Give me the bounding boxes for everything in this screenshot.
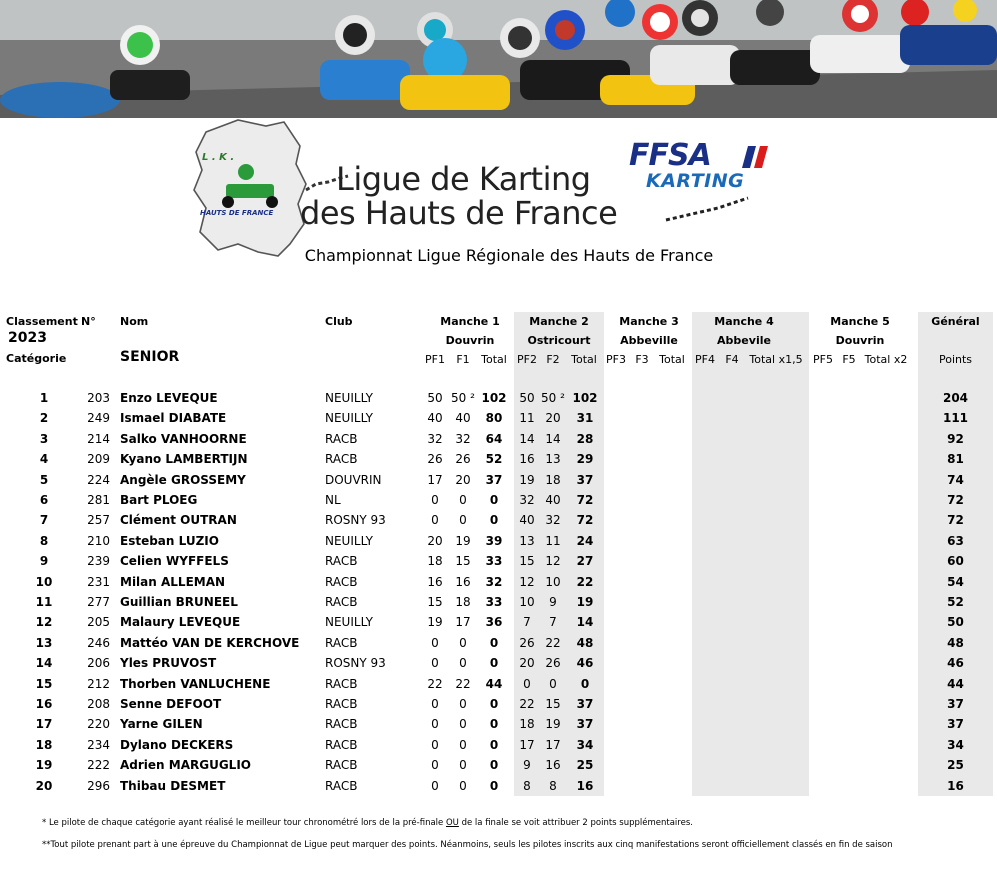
cell-t2: 27: [576, 554, 594, 569]
cell-num: 277: [87, 595, 110, 609]
cell-name: Thorben VANLUCHENE: [120, 676, 271, 691]
header-general: Général: [931, 315, 980, 328]
cell-pf1: 32: [427, 431, 443, 446]
kart-race-illustration: [0, 0, 997, 118]
manche-5-title: Manche 5: [830, 315, 890, 328]
cell-num: 205: [87, 615, 110, 630]
cell-rank: 1: [39, 391, 49, 405]
cell-points: 48: [947, 635, 964, 650]
footnotes: [42, 817, 912, 861]
ffsa-logo-text: FFSA: [629, 138, 711, 173]
cell-f1: 0: [459, 778, 467, 793]
cell-pf1: 0: [431, 778, 439, 793]
cell-name: Angèle GROSSEMY: [120, 472, 246, 487]
cell-club: RACB: [325, 431, 358, 446]
cell-num: 203: [87, 391, 110, 405]
cell-f1: 50 ²: [451, 391, 475, 405]
cell-pf1: 15: [427, 595, 443, 609]
cell-points: 54: [947, 574, 964, 589]
cell-name: Mattéo VAN DE KERCHOVE: [120, 635, 300, 650]
manche-2-title: Manche 2: [529, 315, 589, 328]
footnote-2: **Tout pilote prenant part à une épreuve du Championnat de Ligue peut marquer des points. Néanmoins, seuls les pilotes inscrits aux cinq manifestations seront officiellement classés en fin de saison: [42, 840, 893, 850]
cell-t2: 72: [576, 513, 594, 528]
cell-pf1: 26: [427, 452, 443, 467]
cell-points: 37: [947, 717, 964, 732]
cell-f1: 0: [459, 737, 467, 752]
cell-rank: 19: [35, 758, 53, 773]
cell-t2: 29: [576, 452, 594, 467]
cell-pf1: 0: [431, 493, 439, 507]
cell-num: 214: [87, 431, 110, 446]
cell-rank: 16: [35, 697, 53, 711]
cell-f2: 15: [545, 697, 561, 711]
cell-name: Kyano LAMBERTIJN: [120, 452, 248, 467]
cell-club: RACB: [325, 574, 358, 589]
cell-f2: 22: [545, 635, 561, 650]
manche-2-place: Ostricourt: [527, 334, 591, 347]
cell-f2: 13: [545, 452, 561, 467]
manche-1-title: Manche 1: [440, 315, 500, 328]
cell-t1: 0: [489, 758, 499, 773]
manche-1-col-3: Total: [481, 353, 507, 366]
cell-f1: 0: [459, 758, 467, 773]
cell-points: 60: [947, 554, 964, 569]
cell-t1: 0: [489, 513, 499, 528]
cell-club: NL: [325, 493, 341, 507]
manche-1-place: Douvrin: [445, 334, 495, 347]
cell-points: 72: [947, 513, 964, 528]
header-banner-image: [0, 0, 997, 118]
cell-pf1: 17: [427, 472, 443, 487]
cell-rank: 4: [39, 452, 49, 467]
cell-pf1: 0: [431, 656, 439, 671]
cell-f1: 0: [459, 635, 467, 650]
cell-name: Enzo LEVEQUE: [120, 391, 218, 405]
cell-num: 206: [87, 656, 110, 671]
cell-name: Esteban LUZIO: [120, 533, 219, 548]
cell-pf2: 7: [523, 615, 531, 630]
cell-rank: 6: [39, 493, 49, 507]
cell-pf1: 20: [427, 533, 443, 548]
cell-f2: 14: [545, 431, 561, 446]
cell-f1: 26: [455, 452, 471, 467]
manche4-shade: [692, 312, 809, 796]
cell-pf1: 0: [431, 697, 439, 711]
header-club: Club: [325, 315, 353, 328]
cell-f2: 26: [545, 656, 561, 671]
cell-t1: 0: [489, 493, 499, 507]
cell-t1: 0: [489, 656, 499, 671]
cell-f2: 9: [549, 595, 557, 609]
cell-num: 296: [87, 778, 110, 793]
header-points: Points: [938, 353, 973, 366]
cell-f1: 16: [455, 574, 471, 589]
cell-f2: 40: [545, 493, 561, 507]
cell-points: 50: [947, 615, 964, 630]
header-classement: Classement: [6, 315, 78, 328]
cell-points: 16: [947, 778, 964, 793]
cell-num: 210: [87, 533, 110, 548]
manche-4-col-1: PF4: [695, 353, 715, 366]
category-value: SENIOR: [120, 349, 180, 365]
cell-num: 257: [87, 513, 110, 528]
manche-3-place: Abbeville: [620, 334, 678, 347]
cell-f1: 20: [455, 472, 471, 487]
cell-f1: 0: [459, 717, 467, 732]
cell-pf2: 22: [519, 697, 535, 711]
header-year: 2023: [8, 330, 47, 346]
cell-club: ROSNY 93: [325, 513, 386, 528]
cell-rank: 15: [35, 676, 53, 691]
cell-pf2: 26: [519, 635, 535, 650]
cell-club: RACB: [325, 778, 358, 793]
manche-3-col-1: PF3: [606, 353, 626, 366]
cell-pf2: 18: [519, 717, 535, 732]
footnote-1: [42, 817, 912, 829]
cell-t1: 33: [485, 554, 503, 569]
cell-pf2: 16: [519, 452, 535, 467]
cell-pf1: 50: [427, 391, 443, 405]
cell-pf1: 22: [427, 676, 443, 691]
cell-points: 52: [947, 595, 964, 609]
cell-name: Malaury LEVEQUE: [120, 615, 241, 630]
championship-subtitle: Championnat Ligue Régionale des Hauts de France: [304, 246, 714, 265]
manche-4-col-2: F4: [725, 353, 739, 366]
cell-t1: 36: [485, 615, 503, 630]
cell-num: 249: [87, 411, 110, 426]
cell-rank: 11: [35, 595, 53, 609]
cell-name: Bart PLOEG: [120, 493, 198, 507]
karting-logo-text: KARTING: [646, 170, 745, 192]
cell-name: Thibau DESMET: [120, 778, 226, 793]
cell-num: 246: [87, 635, 110, 650]
cell-t2: 14: [576, 615, 594, 630]
manche-3-col-2: F3: [635, 353, 649, 366]
cell-club: RACB: [325, 717, 358, 732]
cell-club: NEUILLY: [325, 391, 373, 405]
manche-4-title: Manche 4: [714, 315, 774, 328]
cell-t2: 31: [576, 411, 594, 426]
manche-1-col-1: PF1: [425, 353, 445, 366]
cell-club: ROSNY 93: [325, 656, 386, 671]
cell-f1: 32: [455, 431, 471, 446]
cell-f2: 8: [549, 778, 557, 793]
cell-t2: 0: [580, 676, 590, 691]
cell-rank: 14: [35, 656, 53, 671]
cell-name: Adrien MARGUGLIO: [120, 758, 251, 773]
cell-num: 209: [87, 452, 110, 467]
manche-3-col-3: Total: [659, 353, 685, 366]
cell-t2: 37: [576, 717, 594, 732]
cell-pf2: 17: [519, 737, 535, 752]
cell-name: Yarne GILEN: [120, 717, 203, 732]
cell-pf2: 14: [519, 431, 535, 446]
cell-t1: 0: [489, 697, 499, 711]
cell-club: RACB: [325, 737, 358, 752]
cell-rank: 20: [35, 778, 53, 793]
cell-t1: 0: [489, 635, 499, 650]
cell-rank: 18: [35, 737, 53, 752]
manche-1-col-2: F1: [456, 353, 470, 366]
cell-pf2: 32: [519, 493, 535, 507]
cell-t2: 19: [576, 595, 594, 609]
cell-rank: 2: [39, 411, 49, 426]
cell-name: Yles PRUVOST: [120, 656, 217, 671]
manche-5-col-2: F5: [842, 353, 856, 366]
league-logo: [188, 112, 788, 262]
cell-f1: 40: [455, 411, 471, 426]
logo-hauts-de-france-text: HAUTS DE FRANCE: [200, 209, 274, 217]
header-nom: Nom: [120, 315, 149, 328]
cell-club: NEUILLY: [325, 411, 373, 426]
cell-t2: 22: [576, 574, 594, 589]
cell-name: Clément OUTRAN: [120, 513, 237, 528]
cell-pf1: 40: [427, 411, 443, 426]
footnote-1-part-b: de la finale se voit attribuer 2 points supplémentaires.: [458, 818, 693, 828]
cell-pf2: 50: [519, 391, 535, 405]
cell-f2: 32: [545, 513, 561, 528]
cell-points: 63: [947, 533, 964, 548]
cell-t2: 37: [576, 697, 594, 711]
manche-4-col-3: Total x1,5: [749, 353, 803, 366]
cell-f2: 10: [545, 574, 561, 589]
cell-t2: 34: [576, 737, 594, 752]
cell-points: 44: [947, 676, 964, 691]
cell-t2: 46: [576, 656, 594, 671]
logo-title-line1: Ligue de Karting: [336, 160, 591, 198]
manche-2-col-1: PF2: [517, 353, 537, 366]
cell-rank: 10: [35, 574, 53, 589]
cell-points: 74: [947, 472, 964, 487]
cell-pf2: 11: [519, 411, 535, 426]
cell-pf2: 8: [523, 778, 531, 793]
cell-pf2: 40: [519, 513, 535, 528]
cell-name: Guillian BRUNEEL: [120, 595, 238, 609]
cell-rank: 12: [35, 615, 53, 630]
cell-f1: 18: [455, 595, 471, 609]
cell-t1: 0: [489, 737, 499, 752]
cell-t2: 102: [572, 391, 598, 405]
cell-name: Milan ALLEMAN: [120, 574, 226, 589]
cell-f2: 17: [545, 737, 561, 752]
cell-points: 25: [947, 758, 964, 773]
cell-pf2: 15: [519, 554, 535, 569]
cell-t1: 33: [485, 595, 503, 609]
cell-name: Senne DEFOOT: [120, 697, 222, 711]
cell-t1: 0: [489, 717, 499, 732]
cell-club: RACB: [325, 758, 358, 773]
cell-club: RACB: [325, 452, 358, 467]
cell-rank: 3: [39, 431, 49, 446]
cell-f2: 50 ²: [541, 391, 565, 405]
cell-t1: 102: [481, 391, 507, 405]
cell-name: Dylano DECKERS: [120, 737, 234, 752]
manche-4-place: Abbevile: [717, 334, 771, 347]
cell-num: 222: [87, 758, 110, 773]
cell-num: 231: [87, 574, 110, 589]
logo-lk-text: L . K .: [202, 152, 235, 163]
cell-num: 281: [87, 493, 110, 507]
cell-f2: 18: [545, 472, 561, 487]
cell-t2: 37: [576, 472, 594, 487]
cell-club: RACB: [325, 595, 358, 609]
cell-points: 34: [947, 737, 964, 752]
manche-3-title: Manche 3: [619, 315, 679, 328]
cell-f2: 11: [545, 533, 561, 548]
cell-pf2: 13: [519, 533, 535, 548]
cell-club: RACB: [325, 676, 358, 691]
header-numero: N°: [81, 315, 96, 328]
cell-pf1: 19: [427, 615, 443, 630]
cell-rank: 5: [39, 472, 49, 487]
cell-club: RACB: [325, 554, 358, 569]
cell-t1: 0: [489, 778, 499, 793]
cell-f2: 20: [545, 411, 561, 426]
cell-points: 81: [947, 452, 964, 467]
cell-t2: 16: [576, 778, 594, 793]
cell-t2: 28: [576, 431, 594, 446]
cell-t1: 52: [485, 452, 503, 467]
manche-5-col-3: Total x2: [864, 353, 908, 366]
cell-points: 37: [947, 697, 964, 711]
cell-name: Ismael DIABATE: [120, 411, 227, 426]
cell-f2: 12: [545, 554, 561, 569]
cell-pf2: 20: [519, 656, 535, 671]
cell-f1: 0: [459, 697, 467, 711]
cell-t2: 48: [576, 635, 594, 650]
cell-t1: 44: [485, 676, 503, 691]
cell-t1: 32: [485, 574, 503, 589]
cell-t1: 37: [485, 472, 503, 487]
cell-name: Celien WYFFELS: [120, 554, 229, 569]
manche-2-col-2: F2: [546, 353, 560, 366]
cell-rank: 17: [35, 717, 53, 732]
cell-pf1: 18: [427, 554, 443, 569]
cell-pf2: 12: [519, 574, 535, 589]
manche-2-col-3: Total: [571, 353, 597, 366]
cell-pf2: 9: [523, 758, 531, 773]
cell-points: 204: [942, 391, 969, 405]
cell-points: 92: [947, 431, 964, 446]
cell-points: 46: [947, 656, 964, 671]
cell-f1: 0: [459, 656, 467, 671]
cell-rank: 8: [39, 533, 49, 548]
logo-title-line2: des Hauts de France: [300, 194, 618, 232]
cell-num: 208: [87, 697, 110, 711]
header-categorie: Catégorie: [6, 352, 67, 365]
cell-t1: 39: [485, 533, 503, 548]
cell-f2: 19: [545, 717, 561, 732]
cell-club: NEUILLY: [325, 615, 373, 630]
cell-pf1: 0: [431, 717, 439, 732]
cell-t2: 24: [576, 533, 594, 548]
cell-pf1: 16: [427, 574, 443, 589]
cell-num: 212: [87, 676, 110, 691]
cell-f1: 0: [459, 513, 467, 528]
cell-pf2: 10: [519, 595, 535, 609]
cell-num: 234: [87, 737, 110, 752]
cell-t2: 25: [576, 758, 594, 773]
cell-f1: 19: [455, 533, 471, 548]
cell-club: RACB: [325, 697, 358, 711]
cell-f1: 15: [455, 554, 471, 569]
cell-f1: 17: [455, 615, 471, 630]
cell-name: Salko VANHOORNE: [120, 431, 247, 446]
cell-t1: 80: [485, 411, 503, 426]
cell-rank: 13: [35, 635, 53, 650]
cell-pf2: 19: [519, 472, 535, 487]
cell-num: 239: [87, 554, 110, 569]
cell-num: 220: [87, 717, 110, 732]
cell-pf1: 0: [431, 513, 439, 528]
cell-f1: 22: [455, 676, 471, 691]
cell-f2: 16: [545, 758, 561, 773]
cell-club: DOUVRIN: [325, 472, 382, 487]
cell-f2: 0: [549, 676, 557, 691]
cell-club: NEUILLY: [325, 533, 373, 548]
cell-pf1: 0: [431, 635, 439, 650]
cell-club: RACB: [325, 635, 358, 650]
cell-rank: 7: [39, 513, 49, 528]
cell-pf2: 0: [523, 676, 531, 691]
manche-5-col-1: PF5: [813, 353, 833, 366]
cell-points: 111: [942, 411, 969, 426]
cell-f2: 7: [549, 615, 557, 630]
manche-5-place: Douvrin: [835, 334, 885, 347]
footnote-1-ou: OU: [445, 818, 459, 828]
cell-f1: 0: [459, 493, 467, 507]
cell-t2: 72: [576, 493, 594, 507]
cell-t1: 64: [485, 431, 503, 446]
cell-rank: 9: [39, 554, 49, 569]
cell-points: 72: [947, 493, 964, 507]
cell-num: 224: [87, 472, 110, 487]
footnote-1-part-a: * Le pilote de chaque catégorie ayant réalisé le meilleur tour chronométré lors de la pré-finale: [42, 818, 446, 828]
cell-pf1: 0: [431, 758, 439, 773]
cell-pf1: 0: [431, 737, 439, 752]
